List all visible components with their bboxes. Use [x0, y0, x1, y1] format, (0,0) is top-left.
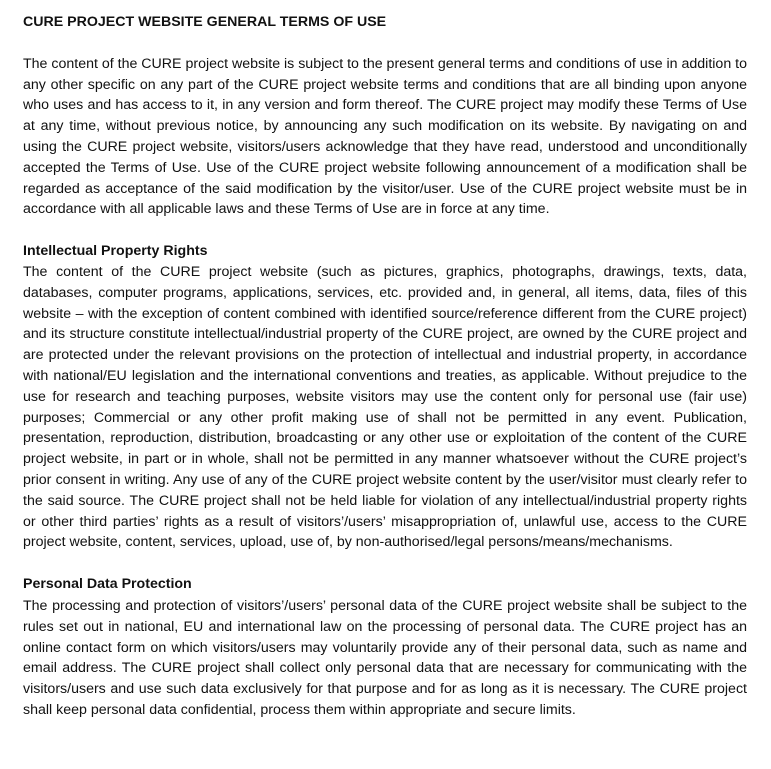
- intro-paragraph: The content of the CURE project website is subject to the present general terms and conditions of use in addition to any other specific on any part of the CURE project website terms and conditions that are all binding upon anyone who uses and has access to it, in any version and form thereof. The CURE project may modify these Terms of Use at any time, without previous notice, by announcing any such modification on its website. By navigating on and using the CURE project website, visitors/users acknowledge that they have read, understood and unconditionally accepted the Terms of Use. Use of the CURE project website following announcement of a modification shall be regarded as acceptance of the said modification by the visitor/user. Use of the CURE project website must be in accordance with all applicable laws and these Terms of Use are in force at any time.: [23, 55, 747, 218]
- section-body-intellectual-property: The content of the CURE project website (such as pictures, graphics, photographs, drawings, texts, data, databases, computer programs, applications, services, etc. provided and, in general, all items, data, files of this website – with the exception of content combined with identified source/reference different from the CURE project) and its structure constitute intellectual/industrial property of the CURE project, are owned by the CURE project and are protected under the relevant provisions on the protection of intellectual and industrial property, in accordance with national/EU legislation and the international conventions and treaties, as applicable. Without prejudice to the use for research and teaching purposes, website visitors may use the content only for personal use (fair use) purposes; Commercial or any other profit making use of shall not be permitted in any event. Publication, presentation, reproduction, distribution, broadcasting or any other use or exploitation of the content of the CURE project website, in part or in whole, shall not be permitted in any manner whatsoever without the CURE project’s prior consent in writing. Any use of any of the CURE project website content by the user/visitor must clearly refer to the said source. The CURE project shall not be held liable for violation of any intellectual/industrial property rights or other third parties’ rights as a result of visitors’/users’ misappropriation of, unlawful use, access to the CURE project website, content, services, upload, use of, by non-authorised/legal persons/means/mechanisms.: [23, 263, 747, 551]
- section-body-personal-data: The processing and protection of visitors’/users’ personal data of the CURE project website shall be subject to the rules set out in national, EU and international law on the processing of personal data. The CURE project has an online contact form on which visitors/users may voluntarily provide any of their personal data, such as name and email address. The CURE project shall collect only personal data that are necessary for communicating with the visitors/users and use such data exclusively for that purpose and for as long as it is necessary. The CURE project shall keep personal data confidential, process them within appropriate and secure limits.: [23, 597, 747, 718]
- section-heading-personal-data: Personal Data Protection: [23, 576, 192, 593]
- document-title: CURE PROJECT WEBSITE GENERAL TERMS OF USE: [23, 14, 387, 30]
- terms-document: [23, 12, 747, 742]
- section-heading-intellectual-property: Intellectual Property Rights: [23, 243, 208, 260]
